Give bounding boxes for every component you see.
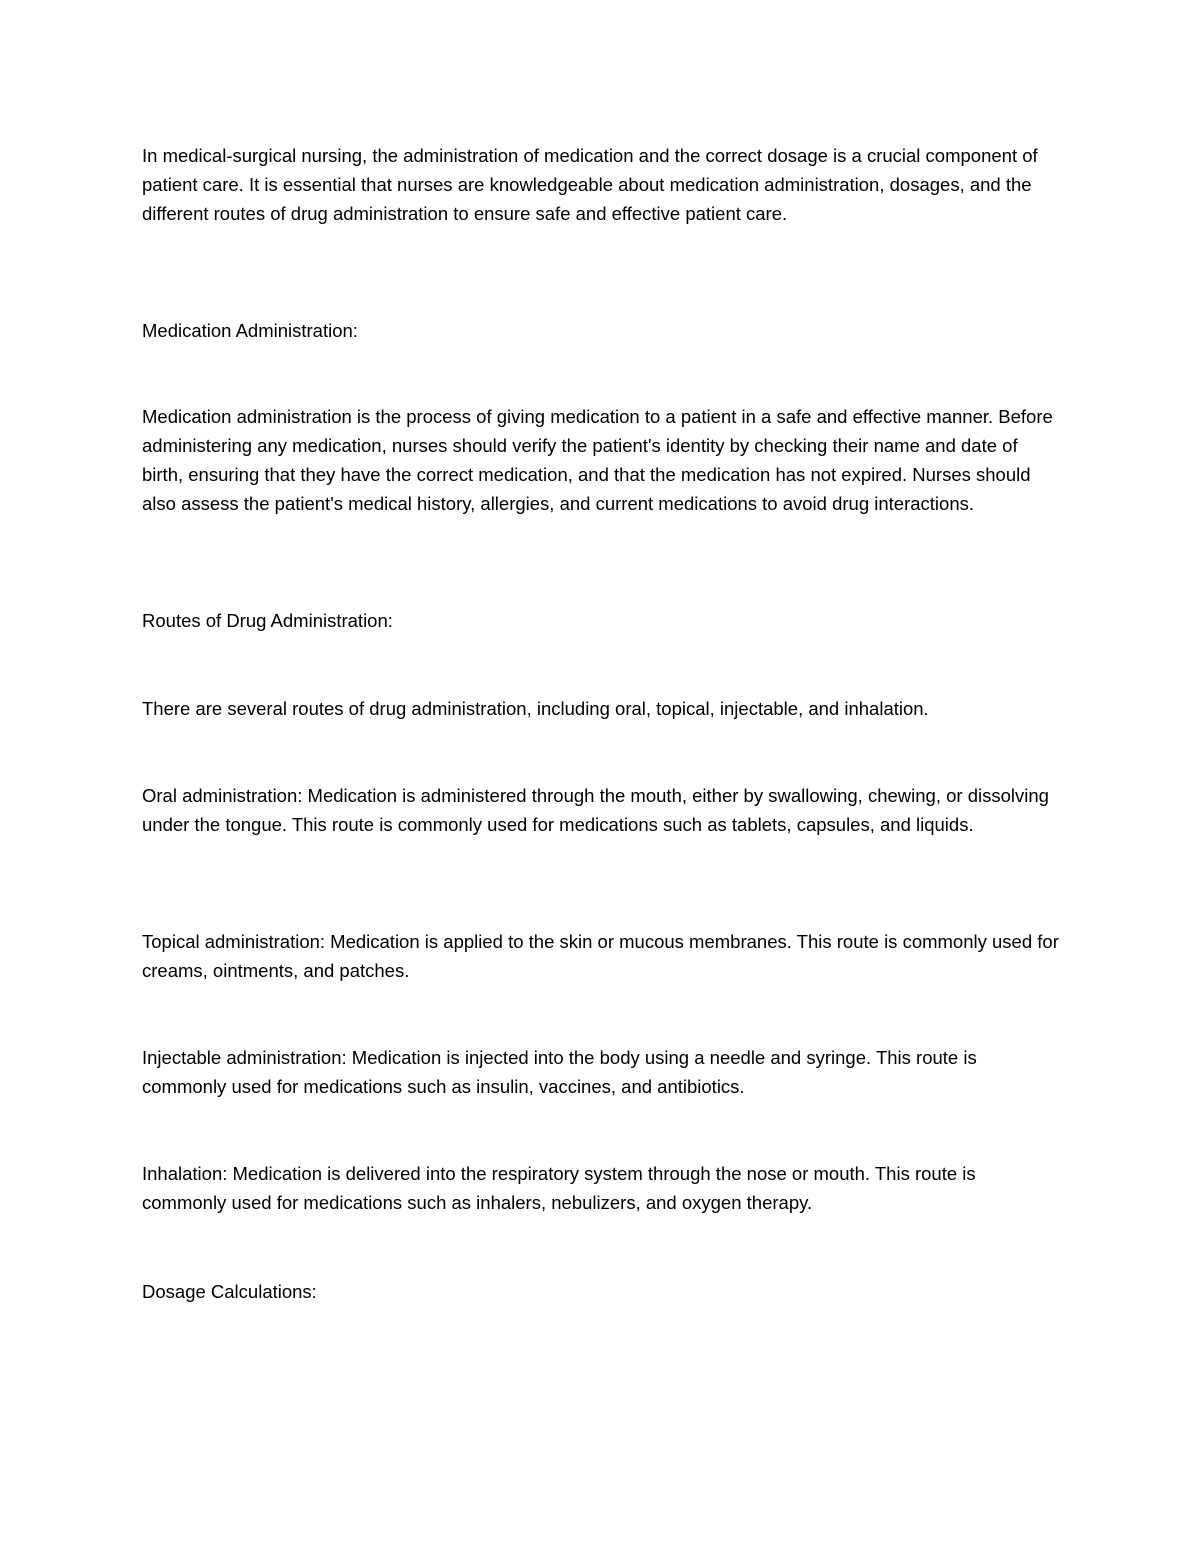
intro-paragraph: In medical-surgical nursing, the administration of medication and the correct dosage is a crucial component of patient care. It is essential that nurses are knowledgeable about medication administration, dosages, and the different routes of drug administration to ensure safe and effective patient care. (142, 145, 1038, 224)
oral-administration-paragraph: Oral administration: Medication is administered through the mouth, either by swallowing, chewing, or dissolving under the tongue. This route is commonly used for medications such as tablets, capsules, and liquids. (142, 785, 1049, 835)
inhalation-paragraph: Inhalation: Medication is delivered into the respiratory system through the nose or mouth. This route is commonly used for medications such as inhalers, nebulizers, and oxygen therapy. (142, 1163, 976, 1213)
medication-administration-heading: Medication Administration: (142, 320, 358, 341)
dosage-calculations-heading: Dosage Calculations: (142, 1281, 317, 1302)
routes-intro-paragraph: There are several routes of drug administration, including oral, topical, injectable, and inhalation. (142, 698, 929, 719)
routes-heading: Routes of Drug Administration: (142, 610, 393, 631)
injectable-administration-paragraph: Injectable administration: Medication is injected into the body using a needle and syringe. This route is commonly used for medications such as insulin, vaccines, and antibiotics. (142, 1047, 977, 1097)
medication-administration-paragraph: Medication administration is the process of giving medication to a patient in a safe and effective manner. Before administering any medication, nurses should verify the patient's identity by checking their name and date of birth, ensuring that they have the correct medication, and that the medication has not expired. Nurses should also assess the patient's medical history, allergies, and current medications to avoid drug interactions. (142, 406, 1053, 514)
topical-administration-paragraph: Topical administration: Medication is applied to the skin or mucous membranes. This route is commonly used for creams, ointments, and patches. (142, 931, 1059, 981)
